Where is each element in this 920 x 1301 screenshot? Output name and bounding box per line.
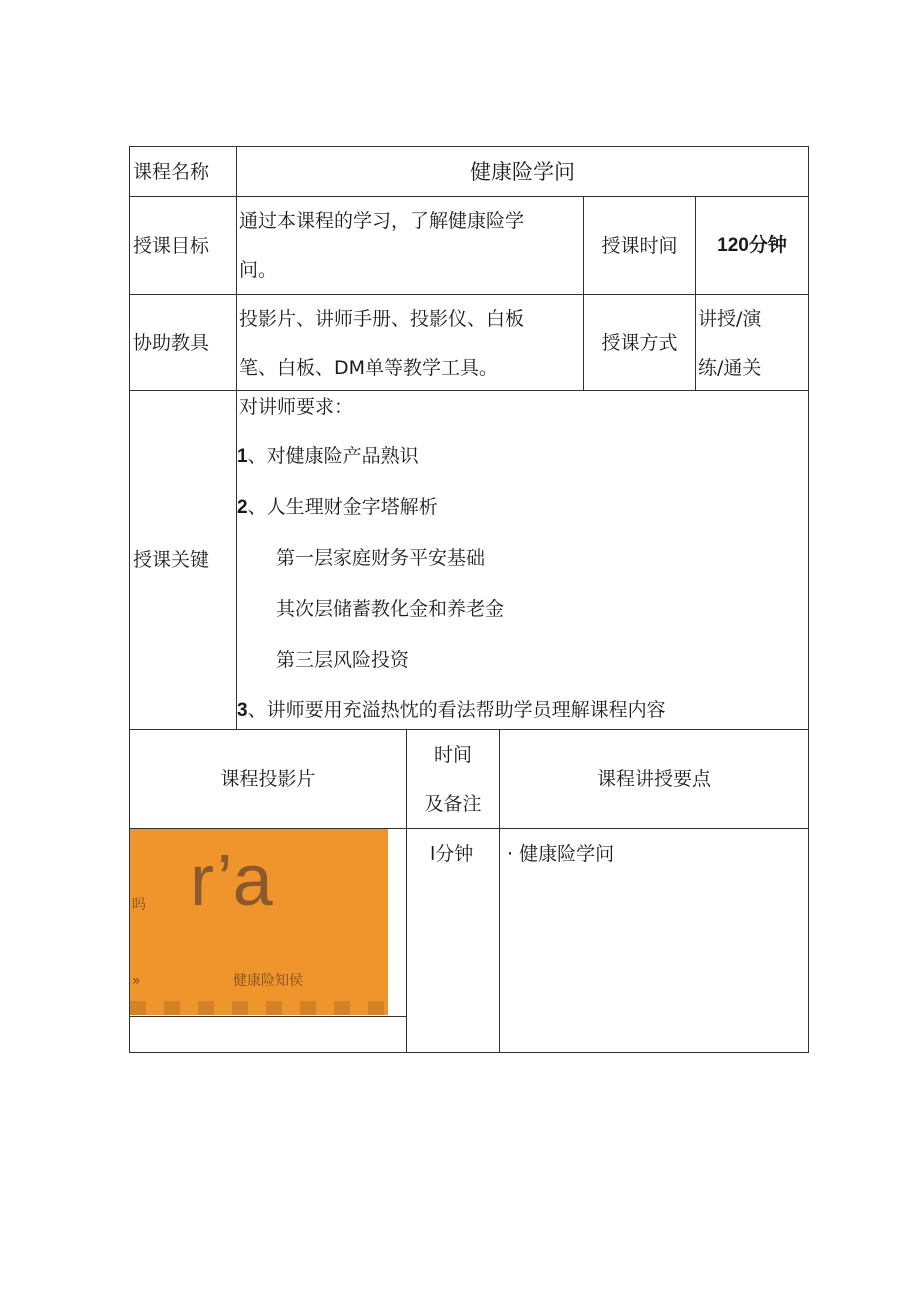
- time-value: 120分钟: [717, 235, 787, 256]
- key-point-3: [237, 699, 666, 722]
- col-header-slides: 课程投影片: [220, 768, 316, 790]
- objective-label: 授课目标: [133, 235, 210, 257]
- key-point-1-text: 、对健康险产品熟识: [247, 445, 419, 467]
- method-line-2: 练/通关: [698, 357, 762, 379]
- row-time-value: l分钟: [430, 843, 474, 865]
- slide-bullet-mark: »: [132, 973, 141, 989]
- key-point-sub-1: 第一层家庭财务平安基础: [276, 547, 486, 569]
- slide-faded-text: [130, 1001, 388, 1015]
- key-point-1-number: 1: [237, 446, 248, 467]
- col-header-time-line-1: 时间: [433, 744, 472, 766]
- key-point-3-number: 3: [237, 700, 248, 721]
- course-name-label: 课程名称: [133, 161, 210, 183]
- key-point-sub-3: 第三层风险投资: [276, 649, 410, 671]
- method-line-1: 讲授/演: [698, 308, 762, 330]
- col-header-points: 课程讲授要点: [596, 768, 711, 790]
- key-point-3-text: 、讲师要用充溢热忱的看法帮助学员理解课程内容: [247, 699, 666, 721]
- objective-line-1: 通过本课程的学习，了解健康险学: [239, 210, 525, 232]
- row-point: · 健康险学问: [507, 843, 615, 865]
- key-points-intro: 对讲师要求：: [239, 396, 354, 418]
- key-point-sub-2: 其次层储蓄教化金和养老金: [276, 598, 505, 620]
- tools-label: 协助教具: [133, 332, 210, 354]
- slide-caption: 健康险知侯: [233, 973, 303, 989]
- col-header-time-line-2: 及备注: [424, 793, 482, 815]
- key-point-2-number: 2: [237, 497, 248, 518]
- tools-line-2: 笔、白板、DM单等教学工具。: [239, 357, 499, 379]
- row-time: [430, 843, 473, 865]
- key-point-2: [237, 496, 438, 519]
- slide-small-left-text: 吗: [132, 897, 146, 913]
- method-label: 授课方式: [601, 332, 678, 354]
- time-label: 授课时间: [601, 235, 678, 257]
- course-title: 健康险学问: [470, 160, 575, 184]
- key-point-1: [237, 445, 419, 468]
- objective-line-2: 问。: [239, 259, 278, 281]
- slide-thumbnail: [130, 829, 388, 1015]
- tools-line-1: 投影片、讲师手册、投影仪、白板: [239, 308, 525, 330]
- slide-big-text: r’a: [190, 841, 273, 921]
- key-points-label: 授课关键: [133, 549, 210, 571]
- key-point-2-text: 、人生理财金字塔解析: [247, 496, 438, 518]
